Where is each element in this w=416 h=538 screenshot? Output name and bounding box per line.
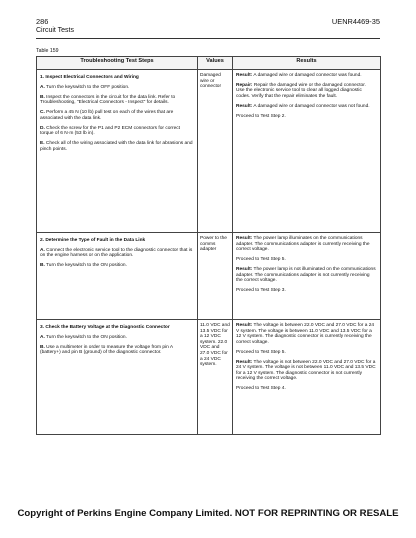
step-item: A. Turn the keyswitch to the OFF position. — [40, 84, 130, 90]
table-row — [37, 233, 381, 320]
test-steps-cell — [37, 70, 198, 233]
result-item: Use the electronic service tool to clear all logged diagnostic codes. Verify that the repair eliminates the fault. — [236, 88, 362, 100]
step-title: 2. Determine the Type of Fault in the Data Link — [40, 238, 146, 243]
section-title: Circuit Tests — [36, 27, 74, 34]
document-id: UENR4469-35 — [331, 17, 380, 26]
result-item: Result: A damaged wire or damaged connector was found. — [236, 73, 362, 78]
result-item: Result: The voltage is not between 22.0 VDC and 27.0 VDC for a 24 V system. The voltage is not between 11.0 VDC and 13.5 VDC for a 12 V system. The diagnostic connector is not currently receiving the correct voltage. — [236, 359, 376, 382]
test-steps-cell — [37, 320, 198, 435]
result-item: Proceed to Test Step 3. — [236, 288, 286, 294]
result-item: Proceed to Test Step 5. — [236, 349, 286, 355]
step-item: B. Inspect the connectors in the circuit for the data link. Refer to Troubleshooting, "Electrical Connectors - Inspect" for details. — [40, 94, 176, 106]
step-item: E. Check all of the wiring associated with the data link for abrasions and pinch points. — [40, 141, 193, 152]
values-cell: Power to the comms adapter — [198, 233, 233, 320]
troubleshooting-table — [36, 56, 381, 435]
step-item: B. Turn the keyswitch to the ON position. — [40, 263, 127, 269]
step-title: 3. Check the Battery Voltage at the Diagnostic Connector — [40, 325, 170, 330]
step-item: C. Perform a 45 N (10 lb) pull test on each of the wires that are associated with the data link. — [40, 110, 174, 121]
copyright-notice: Copyright of Perkins Engine Company Limited. NOT FOR REPRINTING OR RESALE — [17, 508, 399, 519]
step-item: B. Use a multimeter in order to measure the voltage from pin A (battery+) and pin B (ground) of the diagnostic connector. — [40, 344, 173, 356]
page-number: 286 — [36, 17, 49, 26]
step-item: D. Check the screw for the P1 and P2 ECM connectors for correct torque of 6 N·m (53 lb in). — [40, 125, 180, 137]
step-item: A. Turn the keyswitch to the ON position. — [40, 334, 127, 340]
result-item: Proceed to Test Step 4. — [236, 386, 286, 392]
values-cell: Damaged wire or connector — [198, 70, 233, 233]
values-cell: 11.0 VDC and 13.5 VDC for a 12 VDC system. 22.0 VDC and 27.0 VDC for a 24 VDC system. — [198, 320, 233, 435]
column-header-values: Values — [198, 57, 233, 70]
test-steps-cell — [37, 233, 198, 320]
results-cell — [233, 70, 381, 233]
table-row — [37, 70, 381, 233]
result-item: Result: The voltage is between 22.0 VDC and 27.0 VDC for a 24 V system. The voltage is between 11.0 VDC and 13.5 VDC for a 12 V system. The diagnostic connector is currently receiving the correct voltage. — [236, 323, 375, 345]
header-rule — [36, 38, 380, 39]
step-item: A. Connect the electronic service tool to the diagnostic connector that is on the engine harness or on the application. — [40, 247, 193, 259]
result-item: Result: The power lamp illuminates on the communications adapter. The communications adapter is currently receiving the correct voltage. — [236, 236, 370, 253]
result-item: Result: The power lamp is not illuminated on the communications adapter. The communications adapter is not currently receiving the correct voltage. — [236, 266, 376, 284]
step-title: 1. Inspect Electrical Connectors and Wiring — [40, 75, 139, 80]
results-cell — [233, 233, 381, 320]
results-cell — [233, 320, 381, 435]
table-row — [37, 320, 381, 435]
column-header-steps: Troubleshooting Test Steps — [37, 57, 198, 70]
result-item: Proceed to Test Step 2. — [236, 113, 286, 119]
table-header-row — [37, 57, 381, 70]
table-caption: Table 159 — [36, 48, 59, 54]
result-item: Proceed to Test Step 5. — [236, 257, 286, 263]
result-item: Repair: Repair the damaged wire or the damaged connector. — [236, 82, 366, 88]
result-item: Result: A damaged wire or damaged connector was not found. — [236, 103, 370, 109]
column-header-results: Results — [233, 57, 381, 70]
